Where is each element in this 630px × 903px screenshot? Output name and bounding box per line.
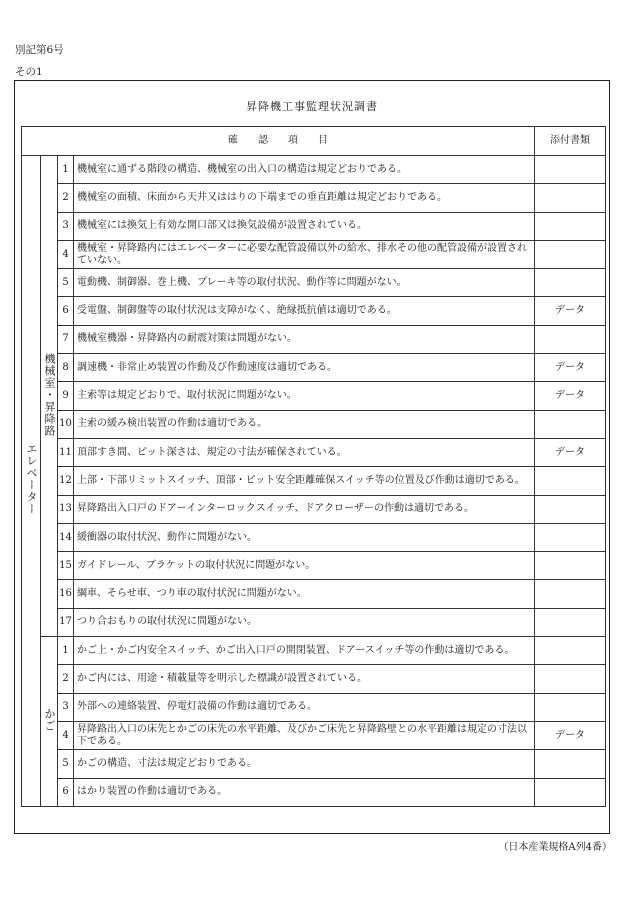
item-text: 機械室の面積、床面から天井又ははりの下端までの垂直距離は規定どおりである。 (74, 184, 535, 212)
form-title: 昇降機工事監理状況調書 (246, 100, 378, 113)
item-text: 機械室に通ずる階段の構造、機械室の出入口の構造は規定どおりである。 (74, 156, 535, 184)
checklist-row (22, 693, 606, 721)
checklist-row (22, 523, 606, 551)
checklist-row (22, 552, 606, 580)
group-label: かご (43, 707, 56, 732)
checklist-row (22, 212, 606, 240)
item-text: 頂部すき間、ピット深さは、規定の寸法が確保されている。 (74, 438, 535, 466)
item-text: 機械室機器・昇降路内の耐震対策は問題がない。 (74, 325, 535, 353)
checklist-row (22, 184, 606, 212)
item-text: 機械室には換気上有効な開口部又は換気設備が設置されている。 (74, 212, 535, 240)
category-cell (22, 156, 41, 807)
item-attachment (535, 693, 606, 721)
item-number: 4 (58, 240, 74, 268)
item-number: 5 (58, 750, 74, 778)
checklist-row (22, 665, 606, 693)
item-number: 5 (58, 269, 74, 297)
item-text: 上部・下部リミットスイッチ、頂部・ピット安全距離確保スイッチ等の位置及び作動は適切である。 (74, 467, 535, 495)
item-number: 8 (58, 354, 74, 382)
item-number: 3 (58, 693, 74, 721)
item-attachment (535, 778, 606, 806)
item-text: 昇降路出入口の床先とかごの床先の水平距離、及びかご床先と昇降路壁との水平距離は規定の寸法以下である。 (74, 721, 535, 749)
item-attachment (535, 410, 606, 438)
group-cell (41, 156, 58, 637)
check-items-header: 確 認 項 目 (22, 127, 535, 156)
item-number: 11 (58, 438, 74, 466)
item-number: 3 (58, 212, 74, 240)
item-attachment (535, 665, 606, 693)
item-attachment (535, 269, 606, 297)
checklist-row (22, 721, 606, 749)
item-number: 10 (58, 410, 74, 438)
checklist-row (22, 269, 606, 297)
item-attachment (535, 156, 606, 184)
item-text: かごの構造、寸法は規定どおりである。 (74, 750, 535, 778)
item-text: つり合おもりの取付状況に問題がない。 (74, 608, 535, 636)
item-text: 外部への連絡装置、停電灯設備の作動は適切である。 (74, 693, 535, 721)
category-label: エレベーター (25, 443, 38, 516)
item-number: 1 (58, 156, 74, 184)
item-number: 1 (58, 637, 74, 665)
item-number: 4 (58, 721, 74, 749)
checklist-row (22, 637, 606, 665)
form-number: 別記第6号 (15, 44, 64, 56)
item-text: 昇降路出入口戸のドアーインターロックスイッチ、ドアクローザーの作動は適切である。 (74, 495, 535, 523)
item-text: 綱車、そらせ車、つり車の取付状況に問題がない。 (74, 580, 535, 608)
item-attachment (535, 608, 606, 636)
checklist-row (22, 240, 606, 268)
group-cell (41, 637, 58, 807)
item-number: 7 (58, 325, 74, 353)
checklist-table (21, 126, 606, 807)
checklist-row (22, 580, 606, 608)
item-attachment: データ (535, 721, 606, 749)
item-text: 機械室・昇降路内にはエレベーターに必要な配管設備以外の給水、排水その他の配管設備が設置されていない。 (74, 240, 535, 268)
item-attachment (535, 325, 606, 353)
item-text: 主索の緩み検出装置の作動は適切である。 (74, 410, 535, 438)
checklist-row (22, 778, 606, 806)
item-attachment (535, 580, 606, 608)
item-attachment (535, 212, 606, 240)
item-text: 受電盤、制御盤等の取付状況は支障がなく、絶縁抵抗値は適切である。 (74, 297, 535, 325)
item-number: 9 (58, 382, 74, 410)
checklist-row (22, 495, 606, 523)
item-attachment (535, 750, 606, 778)
item-number: 6 (58, 297, 74, 325)
checklist-row (22, 297, 606, 325)
paper-size-note: （日本産業規格A列4番） (498, 842, 612, 853)
item-text: 主索等は規定どおりで、取付状況に問題がない。 (74, 382, 535, 410)
group-label: 機械室・昇降路 (43, 352, 56, 437)
item-attachment (535, 467, 606, 495)
checklist-row (22, 438, 606, 466)
item-attachment: データ (535, 354, 606, 382)
item-text: 電動機、制御器、巻上機、ブレーキ等の取付状況、動作等に問題がない。 (74, 269, 535, 297)
checklist-row (22, 382, 606, 410)
item-number: 14 (58, 523, 74, 551)
checklist-row (22, 608, 606, 636)
checklist-row (22, 156, 606, 184)
checklist-row (22, 750, 606, 778)
checklist-row (22, 354, 606, 382)
item-attachment: データ (535, 382, 606, 410)
item-text: かご上・かご内安全スイッチ、かご出入口戸の開閉装置、ドアースイッチ等の作動は適切である。 (74, 637, 535, 665)
item-number: 16 (58, 580, 74, 608)
item-attachment (535, 495, 606, 523)
item-text: はかり装置の作動は適切である。 (74, 778, 535, 806)
item-attachment (535, 523, 606, 551)
item-attachment (535, 240, 606, 268)
item-number: 12 (58, 467, 74, 495)
item-attachment (535, 184, 606, 212)
item-attachment (535, 552, 606, 580)
item-number: 13 (58, 495, 74, 523)
item-text: かご内には、用途・積載量等を明示した標識が設置されている。 (74, 665, 535, 693)
item-number: 6 (58, 778, 74, 806)
form-frame (14, 80, 610, 834)
item-text: 緩衝器の取付状況、動作に問題がない。 (74, 523, 535, 551)
item-number: 2 (58, 665, 74, 693)
item-attachment: データ (535, 297, 606, 325)
item-number: 2 (58, 184, 74, 212)
checklist-row (22, 325, 606, 353)
item-number: 17 (58, 608, 74, 636)
item-number: 15 (58, 552, 74, 580)
item-text: 調速機・非常止め装置の作動及び作動速度は適切である。 (74, 354, 535, 382)
checklist-row (22, 410, 606, 438)
attachments-header: 添付書類 (535, 127, 606, 156)
item-attachment (535, 637, 606, 665)
form-part: その1 (15, 66, 43, 78)
item-attachment: データ (535, 438, 606, 466)
checklist-row (22, 467, 606, 495)
item-text: ガイドレール、ブラケットの取付状況に問題がない。 (74, 552, 535, 580)
